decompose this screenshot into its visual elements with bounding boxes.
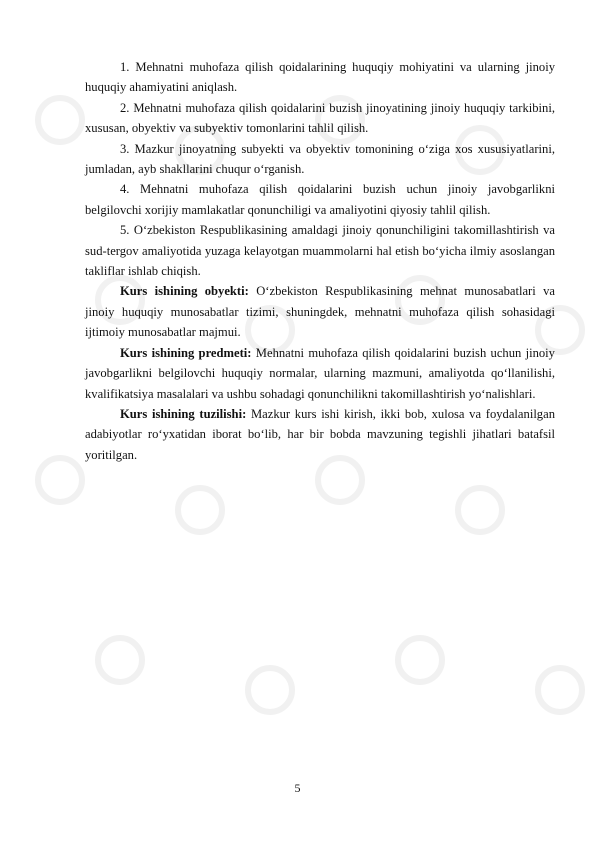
paragraph-text: 2. Mehnatni muhofaza qilish qoidalarini buzish jinoyatining jinoiy huquqiy tarkibini, xususan, obyektiv va subyektiv tomonlarini tahlil qilish. xyxy=(85,100,555,136)
paragraph-task-1 xyxy=(85,57,555,98)
paragraph-text: Mazkur kurs ishi kirish, ikki bob, xulosa va foydalanilgan adabiyotlar ro‘yxatidan iborat bo‘lib, har bir bobda mavzuning tegishli jihatlari batafsil yoritilgan. xyxy=(85,406,555,462)
page-number: 5 xyxy=(294,781,301,795)
paragraph-text: 3. Mazkur jinoyatning subyekti va obyektiv tomonining o‘ziga xos xususiyatlarini, jumladan, ayb shakllarini chuqur o‘rganish. xyxy=(85,141,555,177)
paragraph-task-3 xyxy=(85,139,555,180)
document-body xyxy=(85,57,555,465)
paragraph-lead: Kurs ishining obyekti: xyxy=(120,284,249,299)
paragraph-lead: Kurs ishining predmeti: xyxy=(120,345,252,360)
paragraph-subject xyxy=(85,343,555,404)
paragraph-lead: Kurs ishining tuzilishi: xyxy=(120,406,247,421)
paragraph-task-2 xyxy=(85,98,555,139)
paragraph-object xyxy=(85,281,555,342)
paragraph-text: O‘zbekiston Respublikasining mehnat munosabatlari va jinoiy huquqiy munosabatlar tizimi, shuningdek, mehnatni muhofaza qilish sohasidagi ijtimoiy munosabatlar majmui. xyxy=(85,284,555,340)
paragraph-text: 4. Mehnatni muhofaza qilish qoidalarini buzish uchun jinoiy javobgarlikni belgilovchi xorijiy mamlakatlar qonunchiligi va amaliyotini qiyosiy tahlil qilish. xyxy=(85,182,555,217)
paragraph-text: 1. Mehnatni muhofaza qilish qoidalarining huquqiy mohiyatini va ularning jinoiy huquqiy ahamiyatini aniqlash. xyxy=(85,60,555,95)
paragraph-task-5 xyxy=(85,220,555,281)
paragraph-text: 5. O‘zbekiston Respublikasining amaldagi jinoiy qonunchiligini takomillashtirish va sud-tergov amaliyotida yuzaga kelayotgan muammolarni hal etish bo‘yicha ilmiy asoslangan takliflar ishlab chiqish. xyxy=(85,223,555,279)
paragraph-task-4 xyxy=(85,179,555,220)
paragraph-text: Mehnatni muhofaza qilish qoidalarini buzish uchun jinoiy javobgarlikni belgilovchi huquqiy normalar, ularning mazmuni, amaliyotda qo‘llanilishi, kvalifikatsiya masalalari va ushbu sohadagi qonunchilikni takomillashtirish yo‘nalishlari. xyxy=(85,345,555,401)
paragraph-structure xyxy=(85,404,555,465)
